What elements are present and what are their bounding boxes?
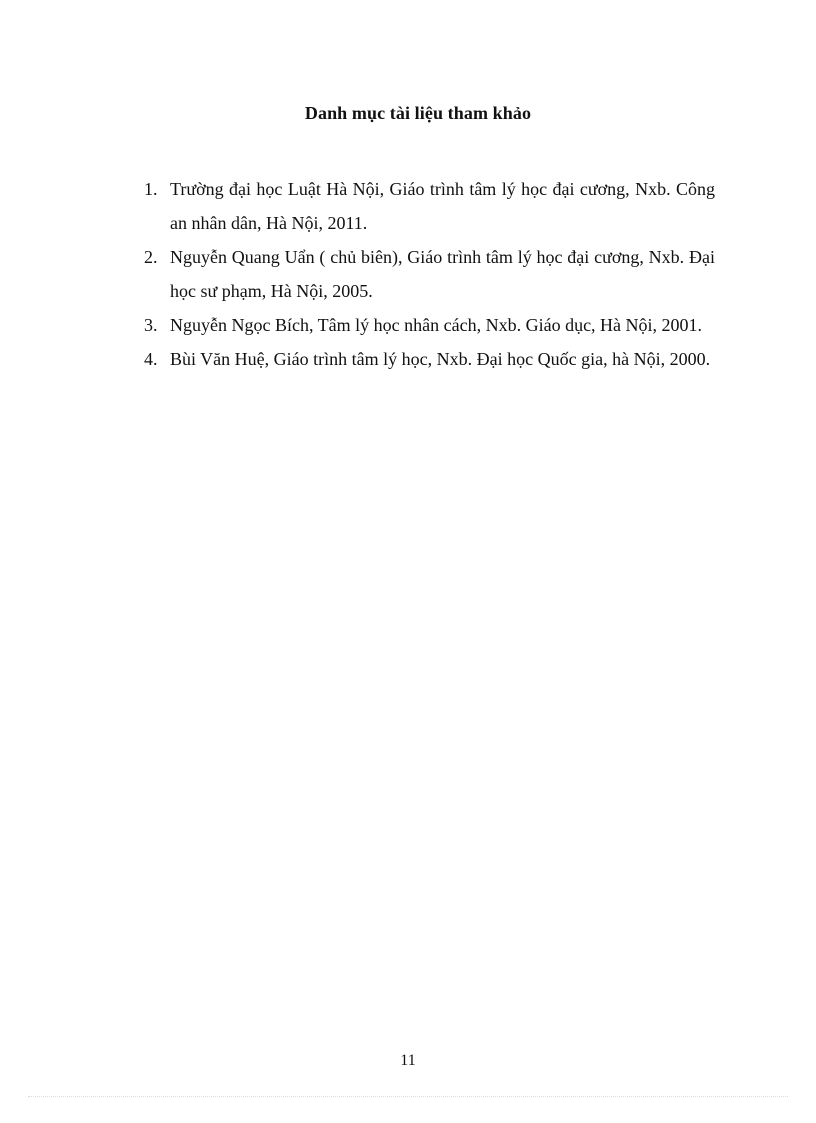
reference-item-2 — [140, 240, 715, 308]
reference-number: 4. — [144, 349, 158, 369]
reference-item-4 — [140, 342, 715, 376]
page-bottom-divider — [28, 1096, 788, 1097]
reference-number: 3. — [144, 315, 158, 335]
reference-text: Nguyễn Ngọc Bích, Tâm lý học nhân cách, Nxb. Giáo dục, Hà Nội, 2001. — [170, 315, 703, 335]
reference-text: Bùi Văn Huệ, Giáo trình tâm lý học, Nxb. Đại học Quốc gia, hà Nội, 2000. — [170, 349, 711, 369]
page-title: Danh mục tài liệu tham khảo — [304, 103, 532, 123]
reference-item-3 — [140, 308, 715, 342]
reference-item-1 — [140, 172, 715, 240]
reference-number: 2. — [144, 247, 158, 267]
reference-text: Trường đại học Luật Hà Nội, Giáo trình tâm lý học đại cương, Nxb. Công an nhân dân, Hà Nội, 2011. — [170, 179, 715, 233]
page-number: 11 — [400, 1052, 416, 1069]
reference-list — [140, 172, 715, 376]
reference-text: Nguyễn Quang Uẩn ( chủ biên), Giáo trình tâm lý học đại cương, Nxb. Đại học sư phạm, Hà Nội, 2005. — [170, 247, 715, 301]
reference-number: 1. — [144, 179, 158, 199]
